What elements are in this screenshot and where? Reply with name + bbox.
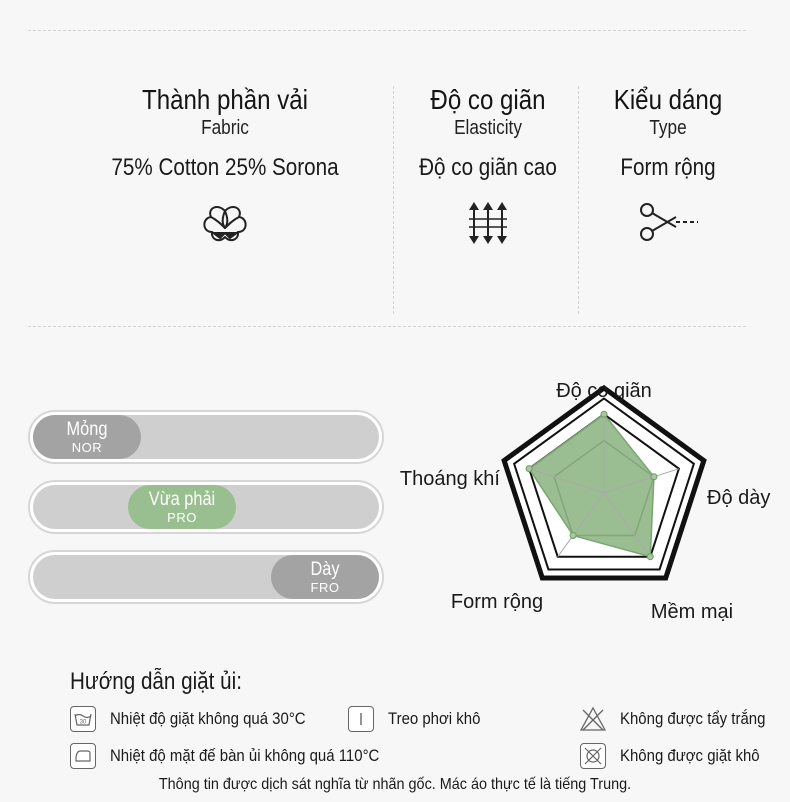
type-subtitle: Type	[649, 117, 687, 139]
radar-label-elasticity: Độ co giãn	[556, 380, 652, 402]
wash-30-icon	[74, 711, 92, 727]
iron-110-icon	[74, 749, 92, 763]
no-dry-clean-icon	[583, 746, 603, 766]
line-dry-icon	[354, 711, 368, 727]
thickness-thin-knob: Mỏng NOR	[33, 415, 141, 459]
care-wash-30: 30 Nhiệt độ giặt không quá 30°C	[70, 706, 332, 732]
care-iron-110: Nhiệt độ mặt đế bàn ủi không quá 110°C	[70, 743, 416, 769]
cotton-flower-icon	[198, 200, 252, 248]
radar-label-breathability: Thoáng khí	[400, 468, 500, 490]
elasticity-spec	[398, 84, 578, 246]
column-divider	[578, 86, 579, 314]
radar-label-loose-form: Form rộng	[450, 591, 544, 613]
radar-point	[570, 532, 576, 538]
radar-label-softness: Mềm mại	[650, 601, 734, 623]
type-title: Kiểu dáng	[613, 84, 723, 115]
thickness-option-thick	[28, 550, 384, 604]
elasticity-subtitle: Elasticity	[454, 117, 522, 139]
middle-divider	[28, 326, 746, 327]
fabric-subtitle: Fabric	[201, 117, 249, 139]
scissors-icon	[636, 200, 700, 244]
fabric-value: 75% Cotton 25% Sorona	[111, 154, 339, 181]
top-divider	[28, 30, 746, 31]
attribute-radar-chart	[400, 370, 780, 640]
svg-text:30: 30	[79, 719, 87, 726]
care-no-bleach: Không được tẩy trắng	[580, 706, 785, 732]
column-divider	[393, 86, 394, 314]
fabric-spec	[60, 84, 390, 248]
type-value: Form rộng	[620, 154, 716, 181]
radar-point	[651, 474, 657, 480]
thickness-thick-knob: Dày FRO	[271, 555, 379, 599]
elasticity-title: Độ co giãn	[430, 84, 546, 115]
thickness-option-medium	[28, 480, 384, 534]
elasticity-value: Độ co giãn cao	[419, 154, 557, 181]
radar-point	[647, 554, 653, 560]
stretch-arrows-icon	[465, 200, 511, 246]
radar-point	[526, 466, 532, 472]
translation-note: Thông tin được dịch sát nghĩa từ nhãn gốc. Mác áo thực tế là tiếng Trung.	[158, 776, 632, 793]
care-line-dry: Treo phơi khô	[348, 706, 493, 732]
care-no-dry-clean: Không được giặt khô	[580, 743, 779, 769]
thickness-medium-knob: Vừa phải PRO	[128, 485, 236, 529]
radar-label-thickness: Độ dày	[707, 487, 771, 509]
radar-point	[601, 411, 607, 417]
type-spec	[583, 84, 753, 244]
fabric-title: Thành phần vải	[141, 84, 309, 115]
no-bleach-icon	[580, 706, 606, 732]
thickness-option-thin	[28, 410, 384, 464]
care-title: Hướng dẫn giặt ủi:	[70, 668, 242, 695]
